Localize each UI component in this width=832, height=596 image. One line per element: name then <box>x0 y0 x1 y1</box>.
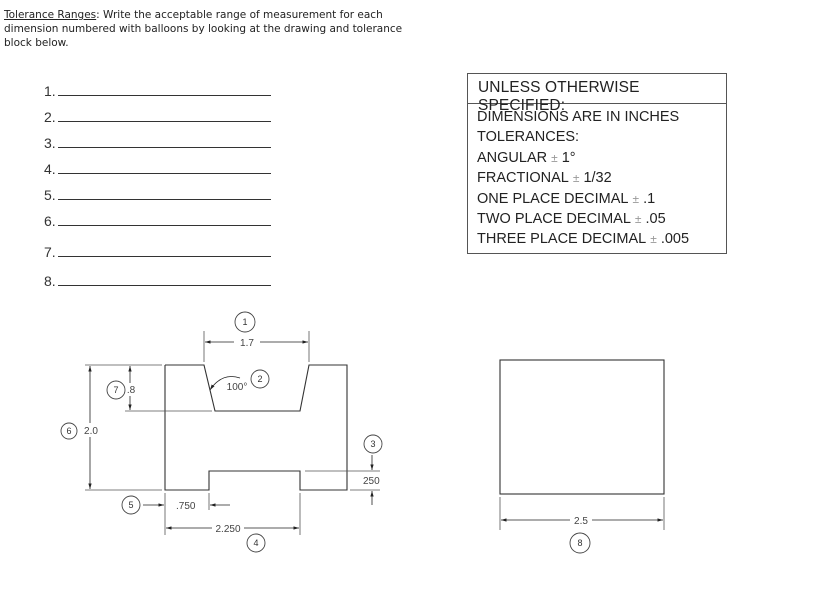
balloons <box>61 312 590 553</box>
answer-line-1[interactable]: 1. <box>44 81 284 103</box>
balloon-1: 1 <box>242 317 248 327</box>
balloon-4: 4 <box>253 538 259 548</box>
balloon-5: 5 <box>128 500 134 510</box>
svg-text:250: 250 <box>363 476 380 487</box>
dimension-angle <box>210 377 247 394</box>
tolerances-title: TOLERANCES: <box>477 129 580 146</box>
balloon-7: 7 <box>113 385 119 395</box>
tolerance-angular: ANGULAR ± 1° <box>477 149 576 166</box>
balloon-6: 6 <box>66 426 72 436</box>
answer-line-3[interactable]: 3. <box>44 133 284 155</box>
dimension-overall-height <box>82 366 100 489</box>
units-line: DIMENSIONS ARE IN INCHES <box>477 109 680 125</box>
tolerance-two-place: TWO PLACE DECIMAL ± .05 <box>477 211 666 228</box>
tolerance-three-place: THREE PLACE DECIMAL ± .005 <box>477 231 690 248</box>
tolerance-header: UNLESS OTHERWISE SPECIFIED: <box>468 74 726 104</box>
svg-text:2.5: 2.5 <box>574 516 588 527</box>
answer-line-6[interactable]: 6. <box>44 211 284 233</box>
svg-text:.750: .750 <box>176 501 196 512</box>
dimension-step-width <box>143 501 230 512</box>
svg-text:2.0: 2.0 <box>84 426 98 437</box>
svg-text:100°: 100° <box>226 382 248 393</box>
svg-text:.8: .8 <box>126 385 136 396</box>
part-side-view <box>500 360 664 494</box>
tolerance-one-place: ONE PLACE DECIMAL ± .1 <box>477 190 656 207</box>
answer-line-5[interactable]: 5. <box>44 185 284 207</box>
answer-line-7[interactable]: 7. <box>44 242 284 264</box>
answer-line-8[interactable]: 8. <box>44 271 284 293</box>
svg-text:1.7: 1.7 <box>240 338 254 349</box>
balloon-2: 2 <box>257 374 263 384</box>
instructions-label: Tolerance Ranges <box>4 9 97 21</box>
dimension-side-width <box>501 513 663 527</box>
answer-line-4[interactable]: 4. <box>44 159 284 181</box>
dimension-notch-depth <box>363 455 380 505</box>
dimension-top-width <box>205 334 308 349</box>
balloon-3: 3 <box>370 439 376 449</box>
dimension-overall-width <box>166 521 299 535</box>
answer-line-2[interactable]: 2. <box>44 107 284 129</box>
instructions-text: : Write the acceptable range of measurement for each dimension numbered with balloons by looking at the drawing and tolerance block below. <box>4 9 403 49</box>
svg-text:2.250: 2.250 <box>215 524 241 535</box>
balloon-8: 8 <box>577 538 583 548</box>
dimension-upper-height <box>124 366 138 410</box>
tolerance-fractional: FRACTIONAL ± 1/32 <box>477 170 612 187</box>
